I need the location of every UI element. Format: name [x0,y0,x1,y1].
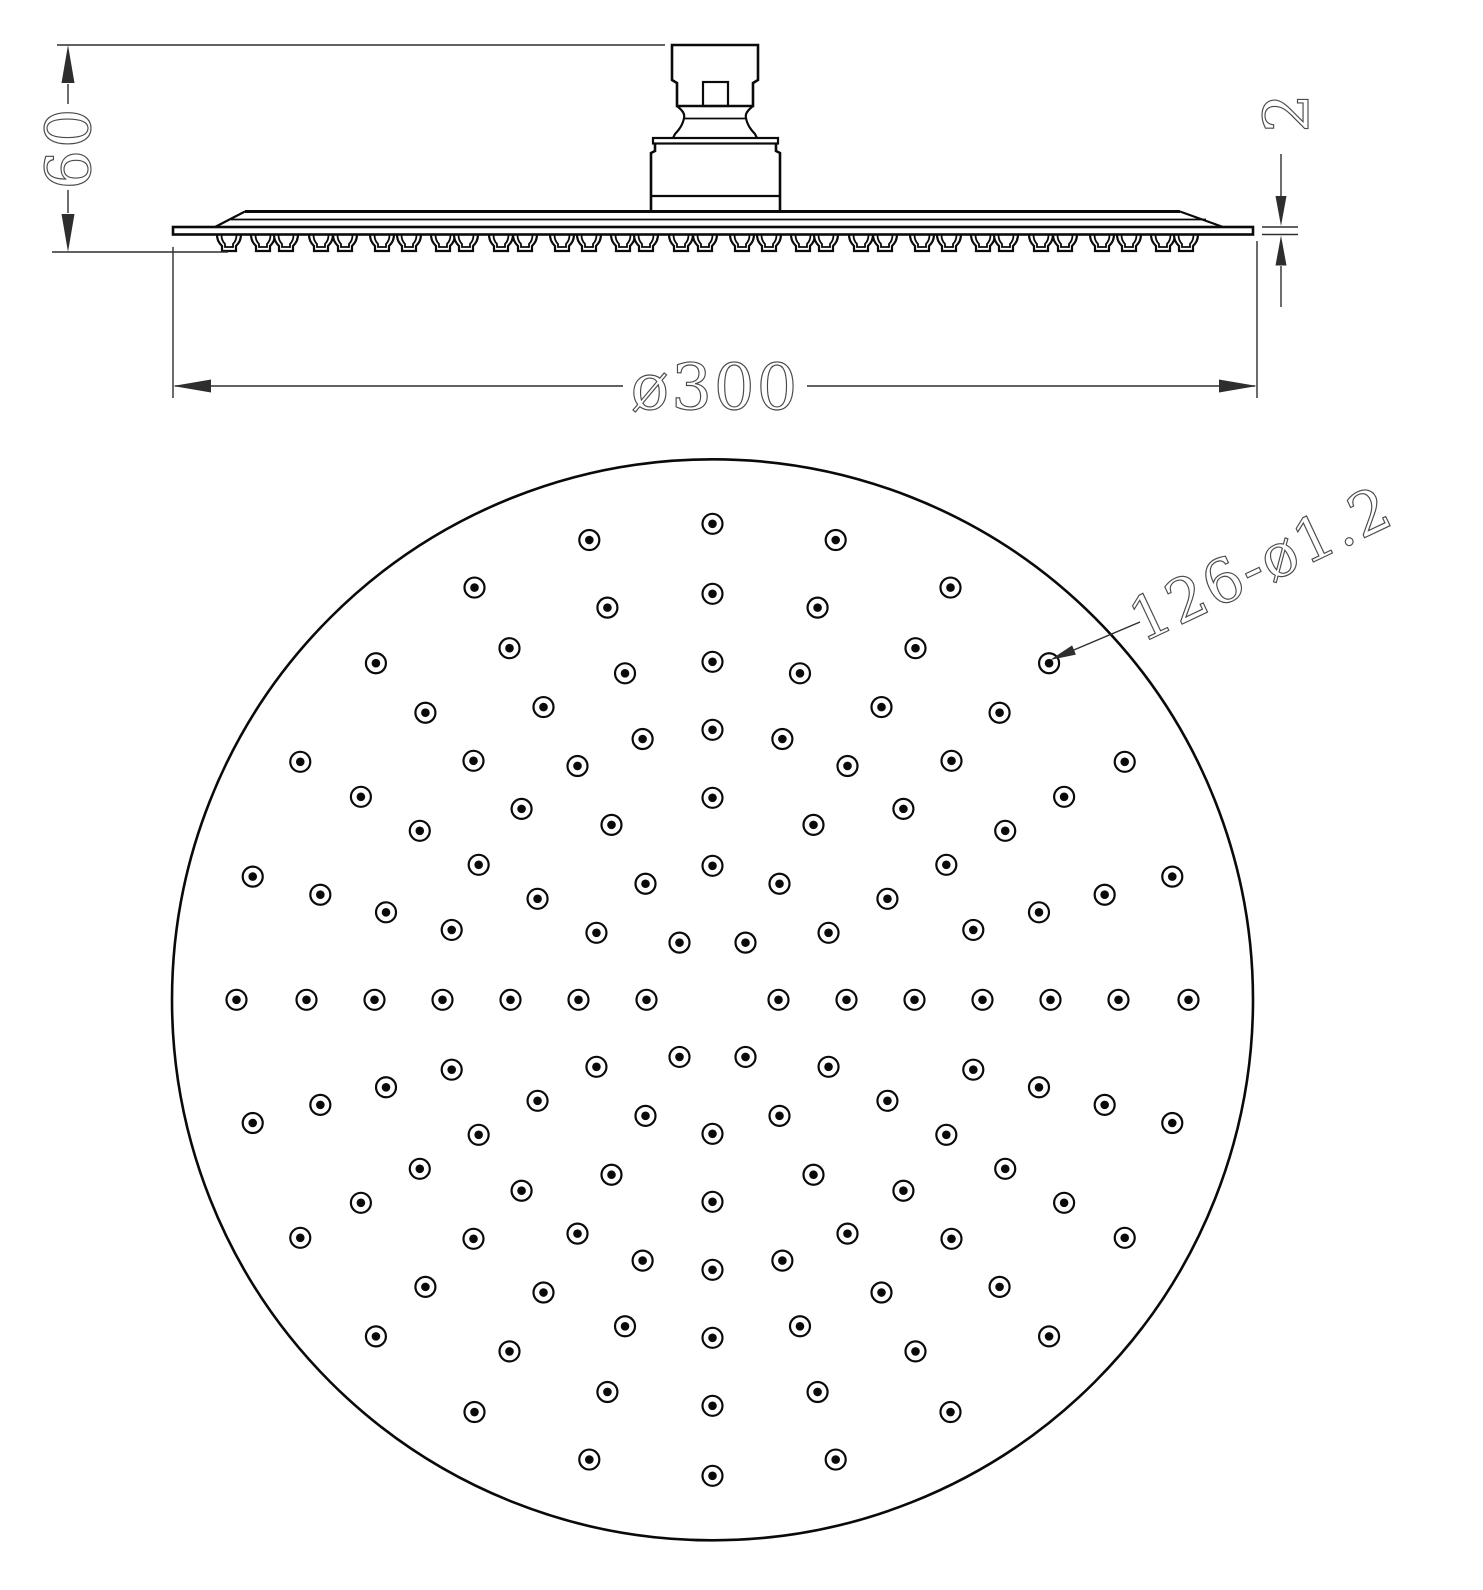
spray-hole-bore [675,1053,684,1062]
spray-hole-bore [1060,793,1069,802]
face-outline [172,459,1253,1540]
spray-hole-bore [741,1053,750,1062]
spray-hole-bore [438,996,447,1005]
nozzle-cup [1029,234,1053,251]
holes-callout-value: 126-ø1.2 [1118,472,1404,657]
spray-hole-bore [946,1408,955,1417]
nozzle-cup [634,234,658,251]
nozzle-cup [454,234,478,251]
spray-hole-bore [1100,1101,1109,1110]
spray-hole-bore [675,938,684,947]
spray-hole-bore [638,1256,647,1265]
spray-hole-bore [877,703,886,712]
dimension-thickness [1250,91,1323,307]
spray-hole-bore [415,1165,424,1174]
spray-hole-bore [778,1256,787,1265]
spray-hole-bore [370,996,379,1005]
spray-hole-bore [774,996,783,1005]
spray-hole-bore [842,996,851,1005]
spray-hole-bore [232,996,241,1005]
neck-left [673,106,684,138]
spray-hole-bore [296,758,305,767]
spray-hole-bore [1001,1165,1010,1174]
nozzle-cup [1174,234,1198,251]
connector-top-block [672,45,758,106]
spray-hole-bore [357,793,366,802]
spray-hole-bore [899,805,908,814]
nozzle-cup [611,234,635,251]
thickness-arrow-up-icon [1276,236,1287,266]
nozzle-cup [513,234,537,251]
spray-hole-bore [883,1097,892,1106]
spray-hole-bore [1114,996,1123,1005]
spray-hole-bore [995,708,1004,717]
spray-hole-bore [505,1347,514,1356]
spray-hole-bore [474,1131,483,1140]
spray-hole-bore [607,1170,616,1179]
nozzle-cup [333,234,357,251]
bottom-plate [173,227,1253,235]
nozzle-cup [849,234,873,251]
spray-hole-bore [316,1101,325,1110]
spray-hole-bore [592,929,601,938]
spray-hole-bore [621,669,630,678]
spray-hole-bore [978,996,987,1005]
spray-hole-bore [946,583,955,592]
spray-hole-bore [708,1402,717,1411]
spray-hole-bore [447,1065,456,1074]
spray-hole-bore [1184,996,1193,1005]
nozzle-row [217,234,1198,251]
spray-hole-bore [447,926,456,935]
spray-hole-bore [603,603,612,612]
nozzle-cup [730,234,754,251]
spray-hole-bore [506,996,515,1005]
spray-hole-bore [778,735,787,744]
bottom-face-view [172,459,1404,1540]
nozzle-cup [217,234,241,251]
spray-hole-bore [910,996,919,1005]
spray-hole-bore [505,644,514,653]
spray-hole-bore [574,996,583,1005]
spray-hole-bore [813,603,822,612]
spray-hole-bore [533,895,542,904]
spray-hole-bore [316,890,325,899]
spray-hole-bore [642,996,651,1005]
dimension-height [32,45,665,252]
dimension-diameter [173,241,1257,425]
spray-hole-bore [517,1186,526,1195]
spray-hole-bore [533,1097,542,1106]
nozzle-cup [489,234,513,251]
spray-hole-bore [585,1455,594,1464]
collar-right [776,144,780,212]
spray-hole-bore [1168,872,1177,881]
spray-hole-bore [831,536,840,545]
nozzle-cup [1053,234,1077,251]
spray-hole-bore [603,1388,612,1397]
spray-hole-bore [1001,827,1010,836]
spray-hole-bore [592,1063,601,1072]
nozzle-cup [274,234,298,251]
spray-hole-bore [708,1130,717,1139]
height-arrow-up-icon [62,45,75,83]
nozzle-cup [1117,234,1141,251]
spray-hole-bore [708,1472,717,1481]
spray-hole-bore [296,1234,305,1243]
spray-hole-bore [248,1119,257,1128]
height-arrow-down-icon [62,214,75,252]
spray-hole-bore [421,708,430,717]
spray-hole-bore [1045,1332,1054,1341]
spray-hole-bore [302,996,311,1005]
spray-hole-bore [607,821,616,830]
spray-hole-bore [1120,758,1129,767]
spray-hole-bore [708,1266,717,1275]
nozzle-cup [397,234,421,251]
nozzle-cup [431,234,455,251]
spray-hole-bore [1060,1199,1069,1208]
spray-hole-bore [415,827,424,836]
spray-hole-bore [843,762,852,771]
spray-hole-bore [469,1235,478,1244]
spray-hole-bore [708,1334,717,1343]
spray-hole-bore [883,895,892,904]
collar-left [651,144,655,212]
spray-hole-bore [942,1131,951,1140]
nozzle-cup [791,234,815,251]
spray-hole-bore [995,1283,1004,1292]
spray-hole-bore [641,1112,650,1121]
nozzle-cup [814,234,838,251]
nozzle-cup [994,234,1018,251]
spray-hole-bore [357,1199,366,1208]
nozzle-cup [873,234,897,251]
spray-hole-bore [382,1083,391,1092]
spray-hole-bore [421,1283,430,1292]
spray-hole-bore [1168,1119,1177,1128]
spray-hole-bore [248,872,257,881]
spray-hole-bore [470,1408,479,1417]
spray-hole-bore [621,1322,630,1331]
spray-hole-bore [638,735,647,744]
spray-hole-bore [911,644,920,653]
diameter-arrow-right-icon [1219,380,1257,393]
nozzle-cup [669,234,693,251]
nozzle-cup [1151,234,1175,251]
nozzle-cup [971,234,995,251]
spray-hole-bore [1046,996,1055,1005]
spray-hole-bore [947,1235,956,1244]
spray-hole-bore [796,669,805,678]
spray-hole-bore [708,658,717,667]
nozzle-cup [937,234,961,251]
spray-hole-bore [470,583,479,592]
spray-hole-bore [775,879,784,888]
spray-hole-bore [1045,659,1054,668]
spray-hole-bore [585,536,594,545]
spray-hole-bore [1035,908,1044,917]
spray-hole-bore [708,862,717,871]
nozzle-cup [910,234,934,251]
spray-hole-bore [809,1170,818,1179]
spray-hole-bore [796,1322,805,1331]
spray-hole-bore [911,1347,920,1356]
spray-hole-bore [708,1198,717,1207]
spray-hole-bore [831,1455,840,1464]
spray-hole-bore [877,1288,886,1297]
spray-hole-bore [813,1388,822,1397]
spray-hole-bore [741,938,750,947]
spray-hole-bore [969,926,978,935]
thickness-value: 2 [1250,91,1323,133]
spray-hole-bore [843,1229,852,1238]
nozzle-cup [1090,234,1114,251]
spray-hole-bore [809,821,818,830]
nozzle-cup [757,234,781,251]
spray-hole-bore [469,756,478,765]
spray-hole-bore [708,726,717,735]
spray-hole-bore [517,805,526,814]
spray-hole-bore [947,756,956,765]
inlet-connector [651,45,780,212]
spray-hole-bore [573,762,582,771]
spray-hole-bore [474,861,483,870]
spray-hole-bore [573,1229,582,1238]
spray-hole-bore [382,908,391,917]
height-value: 60 [32,106,105,190]
spray-hole-bore [1120,1234,1129,1243]
spray-hole-bore [1100,890,1109,899]
spray-hole-bore [708,590,717,599]
diameter-value: ø300 [630,351,800,425]
nozzle-cup [370,234,394,251]
spray-hole-bore [708,520,717,529]
spray-hole-bore [372,659,381,668]
spray-hole-bore [1035,1083,1044,1092]
spray-hole-bore [969,1065,978,1074]
spray-hole-bore [824,929,833,938]
spray-hole-bore [539,1288,548,1297]
spray-hole-bore [372,1332,381,1341]
spray-hole-bore [708,794,717,803]
spray-hole-bore [824,1063,833,1072]
thickness-arrow-down-icon [1276,196,1287,226]
nozzle-cup [577,234,601,251]
spray-hole-bore [775,1112,784,1121]
spray-hole-bore [539,703,548,712]
nozzle-cup [251,234,275,251]
collar-lip [653,138,778,144]
nozzle-cup [550,234,574,251]
spray-hole-bore [641,879,650,888]
spray-hole-bore [899,1186,908,1195]
side-elevation-view [32,45,1323,425]
nozzle-cup [309,234,333,251]
spray-hole-bore [942,861,951,870]
neck-right [746,106,757,138]
nozzle-cup [693,234,717,251]
diameter-arrow-left-icon [173,380,211,393]
